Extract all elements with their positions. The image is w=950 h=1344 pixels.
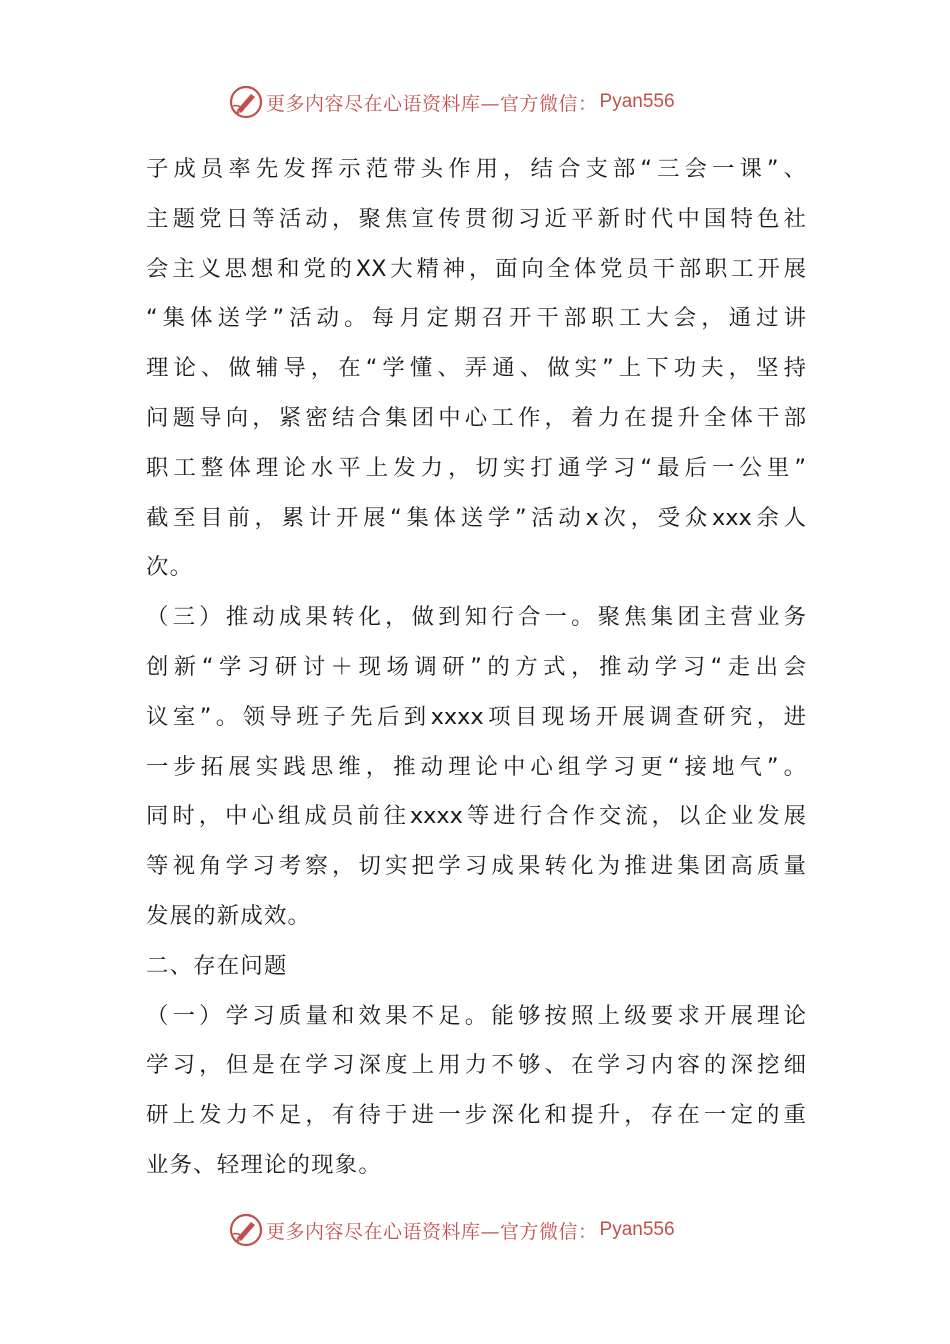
section-heading: 二、存在问题 — [146, 952, 288, 979]
text-line: 研上发力不足，有待于进一步深化和提升，存在一定的重 — [146, 1102, 806, 1129]
text-line: 理论、做辅导，在“学懂、弄通、做实”上下功夫，坚持 — [146, 355, 806, 382]
text-line: 业务、轻理论的现象。 — [146, 1151, 382, 1178]
text-line: 会主义思想和党的XX大精神，面向全体党员干部职工开展 — [146, 255, 806, 282]
watermark-wechat-id: Pyan556 — [599, 1219, 675, 1240]
text-line: 同时，中心组成员前往xxxx等进行合作交流，以企业发展 — [146, 803, 806, 830]
text-line: 议室”。领导班子先后到xxxx项目现场开展调查研究，进 — [146, 703, 806, 730]
text-line: 一步拓展实践思维，推动理论中心组学习更“接地气”。 — [146, 753, 806, 780]
text-line: 发展的新成效。 — [146, 902, 312, 929]
text-line: 等视角学习考察，切实把学习成果转化为推进集团高质量 — [146, 853, 806, 880]
text-line: 截至目前，累计开展“集体送学”活动x次，受众xxx余人 — [146, 504, 806, 531]
document-body — [146, 145, 806, 1191]
section-heading-line: （三）推动成果转化，做到知行合一。聚焦集团主营业务 — [146, 604, 806, 631]
text-line: 子成员率先发挥示范带头作用，结合支部“三会一课”、 — [146, 156, 806, 182]
text-line: 职工整体理论水平上发力，切实打通学习“最后一公里” — [146, 454, 806, 481]
footer-watermark — [228, 1212, 748, 1248]
watermark-wechat-id: Pyan556 — [599, 91, 675, 112]
watermark-text: 更多内容尽在心语资料库—官方微信： — [266, 92, 598, 115]
header-watermark — [228, 84, 748, 120]
text-line: 次。 — [146, 554, 194, 581]
pen-logo-icon — [228, 1212, 264, 1248]
text-line: 创新“学习研讨＋现场调研”的方式，推动学习“走出会 — [146, 653, 806, 680]
section-heading-line: （一）学习质量和效果不足。能够按照上级要求开展理论 — [146, 1002, 806, 1029]
pen-logo-icon — [228, 84, 264, 120]
watermark-text: 更多内容尽在心语资料库—官方微信： — [266, 1220, 598, 1243]
text-line: 问题导向，紧密结合集团中心工作，着力在提升全体干部 — [146, 404, 806, 431]
text-line: “集体送学”活动。每月定期召开干部职工大会，通过讲 — [146, 305, 806, 332]
text-line: 学习，但是在学习深度上用力不够、在学习内容的深挖细 — [146, 1052, 806, 1079]
text-line: 主题党日等活动，聚焦宣传贯彻习近平新时代中国特色社 — [146, 205, 806, 232]
